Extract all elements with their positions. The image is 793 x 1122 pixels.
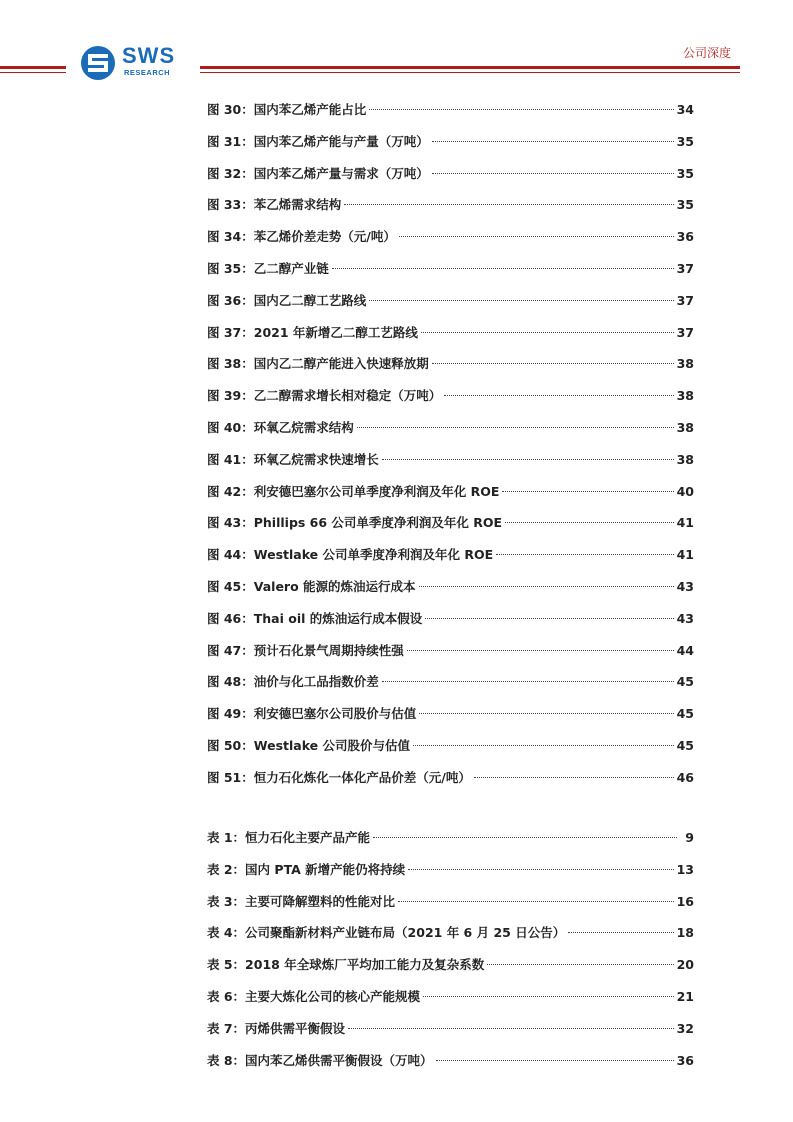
table-entry[interactable] [207, 987, 694, 1019]
figure-entry[interactable] [207, 227, 694, 259]
figure-entry[interactable] [207, 641, 694, 673]
table-entry-title: 表 2：国内 PTA 新增产能仍将持续 [207, 861, 406, 877]
table-entry[interactable] [207, 860, 694, 892]
figure-entry-title: 图 43：Phillips 66 公司单季度净利润及年化 ROE [207, 515, 503, 531]
dot-leader [505, 522, 674, 523]
figure-entry-page-number: 37 [676, 292, 694, 308]
dot-leader [568, 932, 673, 933]
figure-entry-title: 图 42：利安德巴塞尔公司单季度净利润及年化 ROE [207, 483, 500, 499]
dot-leader [413, 745, 674, 746]
figure-entry[interactable] [207, 195, 694, 227]
figure-entry-title: 图 33：苯乙烯需求结构 [207, 197, 342, 213]
figure-entry-title: 图 51：恒力石化炼化一体化产品价差（元/吨） [207, 769, 471, 785]
dot-leader [432, 363, 674, 364]
header-rule-left-thin [0, 72, 66, 73]
table-entry[interactable] [207, 892, 694, 924]
table-entry[interactable] [207, 828, 694, 860]
figure-entry-page-number: 45 [676, 737, 694, 753]
dot-leader [348, 1028, 674, 1029]
dot-leader [382, 681, 674, 682]
figure-entry-title: 图 44：Westlake 公司单季度净利润及年化 ROE [207, 547, 494, 563]
dot-leader [487, 964, 673, 965]
table-entry-title: 表 3：主要可降解塑料的性能对比 [207, 893, 396, 909]
figure-entry-title: 图 49：利安德巴塞尔公司股价与估值 [207, 706, 417, 722]
figure-entry[interactable] [207, 450, 694, 482]
figure-entry-title: 图 34：苯乙烯价差走势（元/吨） [207, 229, 396, 245]
figure-entry-page-number: 38 [676, 451, 694, 467]
figure-entry[interactable] [207, 672, 694, 704]
dot-leader [369, 109, 673, 110]
table-entry-page-number: 20 [676, 957, 694, 973]
dot-leader [425, 618, 673, 619]
figure-entry-title: 图 48：油价与化工品指数价差 [207, 674, 379, 690]
table-entry[interactable] [207, 923, 694, 955]
figure-entry-title: 图 37：2021 年新增乙二醇工艺路线 [207, 324, 418, 340]
figure-entry-title: 图 47：预计石化景气周期持续性强 [207, 642, 404, 658]
figure-entry-title: 图 30：国内苯乙烯产能占比 [207, 102, 367, 117]
page-header [0, 0, 793, 90]
figure-entry-page-number: 43 [676, 610, 694, 626]
dot-leader [419, 586, 674, 587]
header-rule-left [0, 66, 66, 69]
logo-text: SWS [122, 43, 176, 68]
dot-leader [357, 427, 674, 428]
dot-leader [502, 491, 673, 492]
figure-entry[interactable] [207, 482, 694, 514]
figure-entry-title: 图 31：国内苯乙烯产能与产量（万吨） [207, 133, 429, 149]
figure-entry[interactable] [207, 132, 694, 164]
dot-leader [423, 996, 674, 997]
figure-entry-page-number: 36 [676, 229, 694, 245]
figure-entry-page-number: 41 [676, 547, 694, 563]
table-entry[interactable] [207, 955, 694, 987]
figure-entry-title: 图 46：Thai oil 的炼油运行成本假设 [207, 610, 423, 626]
table-entry-page-number: 13 [676, 861, 694, 877]
figure-entry-page-number: 38 [676, 388, 694, 404]
figure-entry[interactable] [207, 704, 694, 736]
dot-leader [421, 332, 674, 333]
dot-leader [419, 713, 673, 714]
figure-entry[interactable] [207, 164, 694, 196]
figure-entry[interactable] [207, 545, 694, 577]
figure-entry-title: 图 45：Valero 能源的炼油运行成本 [207, 578, 416, 594]
table-entry-page-number: 18 [676, 925, 694, 941]
table-index [207, 828, 694, 1082]
figure-entry[interactable] [207, 323, 694, 355]
header-rule-right [200, 66, 740, 69]
figure-entry-page-number: 44 [676, 642, 694, 658]
figure-entry-page-number: 38 [676, 419, 694, 435]
table-entry-page-number: 36 [676, 1052, 694, 1068]
table-entry-page-number: 9 [685, 830, 694, 845]
figure-entry-page-number: 40 [676, 483, 694, 499]
figure-entry[interactable] [207, 386, 694, 418]
table-entry-title: 表 1：恒力石化主要产品产能 [207, 830, 371, 845]
header-rule-right-thin [200, 72, 740, 73]
dot-leader [496, 554, 673, 555]
figure-entry-page-number: 35 [676, 197, 694, 213]
sws-logo-icon [80, 45, 118, 81]
report-type-label: 公司深度 [682, 46, 731, 60]
figure-entry-page-number: 45 [676, 706, 694, 722]
figure-entry-title: 图 32：国内苯乙烯产量与需求（万吨） [207, 165, 429, 181]
dot-leader [398, 901, 674, 902]
dot-leader [332, 268, 674, 269]
figure-entry-title: 图 40：环氧乙烷需求结构 [207, 419, 354, 435]
figure-entry[interactable] [207, 100, 694, 132]
dot-leader [399, 236, 674, 237]
table-entry-title: 表 7：丙烯供需平衡假设 [207, 1020, 346, 1036]
table-entry-title: 表 8：国内苯乙烯供需平衡假设（万吨） [207, 1052, 433, 1068]
dot-leader [373, 837, 677, 838]
figure-index [207, 100, 694, 800]
logo-subtext: RESEARCH [124, 68, 171, 77]
dot-leader [432, 173, 674, 174]
figure-entry[interactable] [207, 577, 694, 609]
figure-entry-page-number: 46 [676, 769, 694, 785]
figure-entry[interactable] [207, 736, 694, 768]
figure-entry-page-number: 43 [676, 578, 694, 594]
table-entry-page-number: 32 [676, 1020, 694, 1036]
dot-leader [344, 204, 673, 205]
figure-entry-title: 图 50：Westlake 公司股价与估值 [207, 737, 411, 753]
figure-entry-title: 图 35：乙二醇产业链 [207, 260, 329, 276]
figure-entry[interactable] [207, 354, 694, 386]
dot-leader [436, 1060, 674, 1061]
table-entry-title: 表 6：主要大炼化公司的核心产能规模 [207, 988, 421, 1004]
dot-leader [408, 869, 673, 870]
table-entry-title: 表 5：2018 年全球炼厂平均加工能力及复杂系数 [207, 957, 485, 973]
dot-leader [432, 141, 674, 142]
table-entry-page-number: 16 [676, 893, 694, 909]
figure-entry-page-number: 37 [676, 260, 694, 276]
dot-leader [407, 650, 674, 651]
dot-leader [444, 395, 673, 396]
figure-entry-title: 图 41：环氧乙烷需求快速增长 [207, 451, 379, 467]
figure-entry[interactable] [207, 609, 694, 641]
figure-entry-page-number: 37 [676, 324, 694, 340]
table-entry[interactable] [207, 1019, 694, 1051]
figure-entry[interactable] [207, 768, 694, 800]
table-entry-page-number: 21 [676, 988, 694, 1004]
figure-entry[interactable] [207, 291, 694, 323]
figure-entry-title: 图 38：国内乙二醇产能进入快速释放期 [207, 356, 429, 372]
dot-leader [369, 300, 673, 301]
dot-leader [474, 777, 674, 778]
figure-entry-page-number: 38 [676, 356, 694, 372]
figure-entry-title: 图 36：国内乙二醇工艺路线 [207, 292, 367, 308]
figure-entry[interactable] [207, 418, 694, 450]
figure-entry[interactable] [207, 259, 694, 291]
sws-logo [80, 43, 190, 83]
figure-entry-title: 图 39：乙二醇需求增长相对稳定（万吨） [207, 388, 442, 404]
figure-entry[interactable] [207, 513, 694, 545]
figure-entry-page-number: 41 [676, 515, 694, 531]
figure-entry-page-number: 45 [676, 674, 694, 690]
table-entry[interactable] [207, 1051, 694, 1083]
figure-entry-page-number: 35 [676, 133, 694, 149]
figure-entry-page-number: 34 [676, 102, 694, 117]
dot-leader [382, 459, 674, 460]
table-entry-title: 表 4：公司聚酯新材料产业链布局（2021 年 6 月 25 日公告） [207, 925, 566, 941]
figure-entry-page-number: 35 [676, 165, 694, 181]
